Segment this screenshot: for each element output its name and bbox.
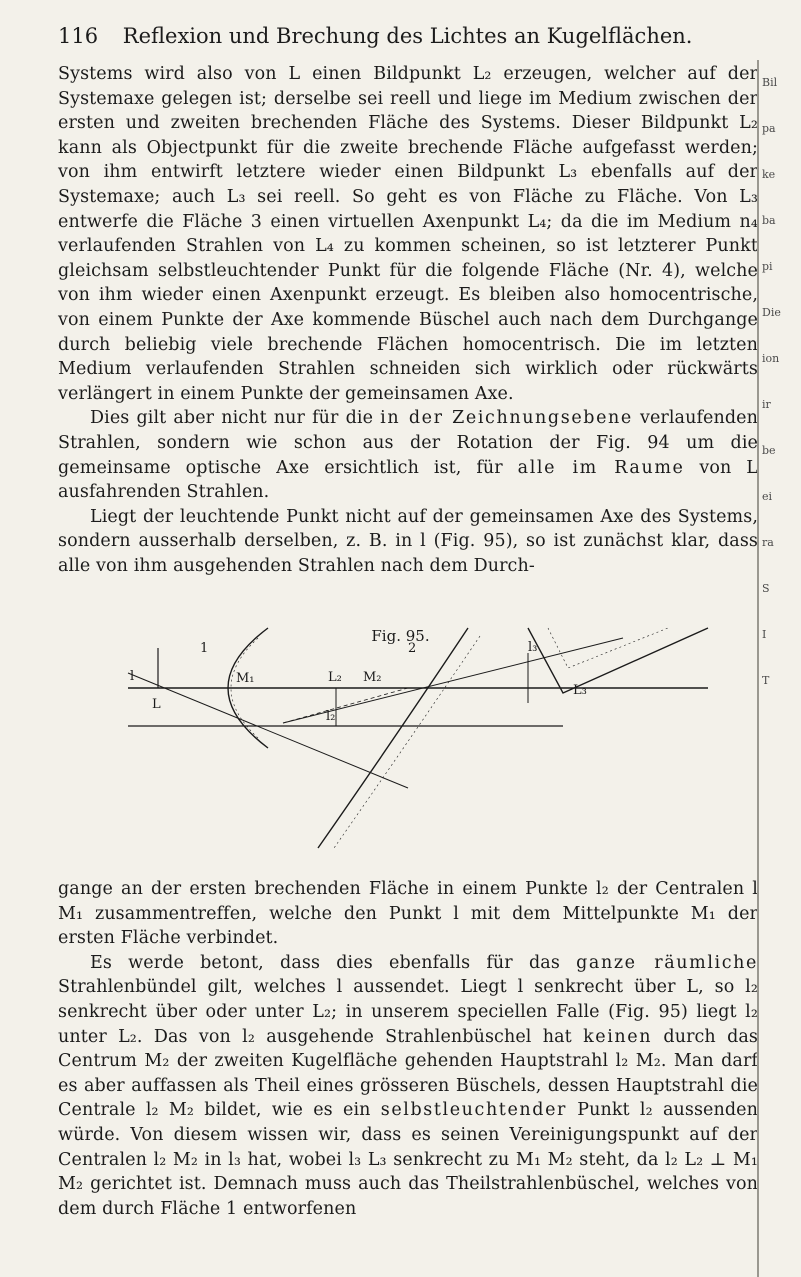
label-M1: M₁	[236, 671, 255, 686]
p5-spaced-2: keinen	[583, 1026, 653, 1047]
p5-spaced-1: ganze räumliche	[576, 952, 758, 973]
p5-text-2: Strahlenbündel gilt, welches l aussendet. Liegt l senkrecht über L, so l₂ senkrecht über oder unter L₂; in unserem speciellen Falle (Fig. 95) liegt l₂ unter L₂. Das von l₂ ausgehende Strahlenbüschel hat	[58, 977, 758, 1047]
p2-spaced-2: alle im Raume	[517, 457, 685, 478]
edge-fragment: ir	[762, 398, 771, 411]
label-L: L	[152, 697, 161, 712]
edge-fragment: T	[762, 674, 770, 687]
p2-text-1: Dies gilt aber nicht nur für die	[90, 408, 381, 429]
running-title: Reflexion und Brechung des Lichtes an Kugelflächen.	[122, 24, 693, 48]
p5-text-4: Punkt l₂ aussenden würde. Von diesem wissen wir, dass es seinen Vereinigungspunkt auf der Centralen l₂ M₂ in l₃ hat, wobei l₃ L₃ senkrecht zu M₁ M₂ steht, da l₂ L₂ ⊥ M₁ M₂ gerichtet ist. Demnach muss auch das Theilstrahlenbüschel, welches von dem durch Fläche 1 entworfenen	[58, 1100, 759, 1219]
figure-95-diagram	[108, 640, 708, 858]
edge-fragment: ei	[762, 490, 773, 503]
edge-fragment: Bil	[762, 76, 778, 89]
figure-caption: Fig. 95.	[371, 627, 430, 645]
adjacent-page-edge	[757, 60, 801, 1277]
paragraph-1: Systems wird also von L einen Bildpunkt L₂ erzeugen, welcher auf der Systemaxe gelegen ist; derselbe sei reell und liege im Medium zwischen der ersten und zweiten brechenden Fläche des Systems. Dieser Bildpunkt L₂ kann als Objectpunkt für die zweite brechende Fläche aufgefasst werden; von ihm entwirft letztere wieder einen Bildpunkt L₃ ebenfalls auf der Systemaxe; auch L₃ sei reell. So geht es von Fläche zu Fläche. Von L₃ entwerfe die Fläche 3 einen virtuellen Axenpunkt L₄; da die im Medium n₄ verlaufenden Strahlen von L₄ zu kommen scheinen, so ist letzterer Punkt gleichsam selbstleuchtender Punkt für die folgende Fläche (Nr. 4), welche von ihm wieder einen Axenpunkt erzeugt. Es bleiben also homocentrische, von einem Punkte der Axe kommende Büschel auch nach dem Durchgange durch beliebig viele brechende Flächen homocentrisch. Die im letzten Medium verlaufenden Strahlen schneiden sich wirklich oder rückwärts verlängert in einem Punkte der gemeinsamen Axe.	[58, 64, 758, 404]
label-l2: l₂	[326, 709, 336, 724]
central-ray-1	[128, 673, 408, 788]
label-surface-2: 2	[408, 641, 417, 656]
p5-spaced-3: selbstleuchtender	[380, 1100, 567, 1121]
edge-fragment: be	[762, 444, 776, 457]
edge-fragment: ba	[762, 214, 776, 227]
label-l3: l₃	[528, 640, 538, 655]
label-L3: L₃	[573, 683, 587, 698]
label-surface-1: 1	[200, 641, 209, 656]
edge-fragment: ke	[762, 168, 776, 181]
text-block-bottom	[58, 877, 758, 1221]
edge-fragment: I	[762, 628, 767, 641]
label-l: l	[130, 669, 135, 684]
label-L2: L₂	[328, 670, 342, 685]
edge-fragment: ion	[762, 352, 780, 365]
edge-fragment: Die	[762, 306, 781, 319]
text-block-top	[58, 62, 758, 578]
p5-text-1: Es werde betont, dass dies ebenfalls für das	[90, 952, 577, 973]
paragraph-4: gange an der ersten brechenden Fläche in einem Punkte l₂ der Centralen l M₁ zusammentreffen, welche den Punkt l mit dem Mittelpunkte M₁ der ersten Fläche verbindet.	[58, 879, 758, 949]
surface-2-hatching	[334, 636, 480, 848]
p2-text-3: von L ausfahrenden Strahlen.	[58, 457, 758, 503]
edge-fragment: pa	[762, 122, 776, 135]
edge-fragment: ra	[762, 536, 774, 549]
paragraph-3: Liegt der leuchtende Punkt nicht auf der gemeinsamen Axe des Systems, sondern ausserhalb derselben, z. B. in l (Fig. 95), so ist zunächst klar, dass alle von ihm ausgehenden Strahlen nach dem Durch-	[58, 506, 758, 576]
page-number: 116	[58, 24, 99, 48]
paragraph-5	[58, 951, 758, 1222]
label-M2: M₂	[363, 670, 382, 685]
edge-fragment: S	[762, 582, 770, 595]
surface-2-arc	[318, 628, 468, 848]
p2-spaced-1: in der Zeichnungsebene	[380, 408, 633, 429]
edge-fragment: pi	[762, 260, 773, 273]
page-header	[58, 24, 738, 54]
p2-text-2: verlaufenden Strahlen, sondern wie schon aus der Rotation der Fig. 94 um die gemeinsame optische Axe ersichtlich ist, für	[58, 408, 758, 478]
dashed-ray	[283, 688, 408, 723]
p5-text-3: durch das Centrum M₂ der zweiten Kugelfläche gehenden Hauptstrahl l₂ M₂. Man darf es aber auffassen als Theil eines grösseren Büschels, dessen Hauptstrahl die Centrale l₂ M₂ bildet, wie es ein	[58, 1026, 758, 1121]
paragraph-2	[58, 406, 758, 504]
